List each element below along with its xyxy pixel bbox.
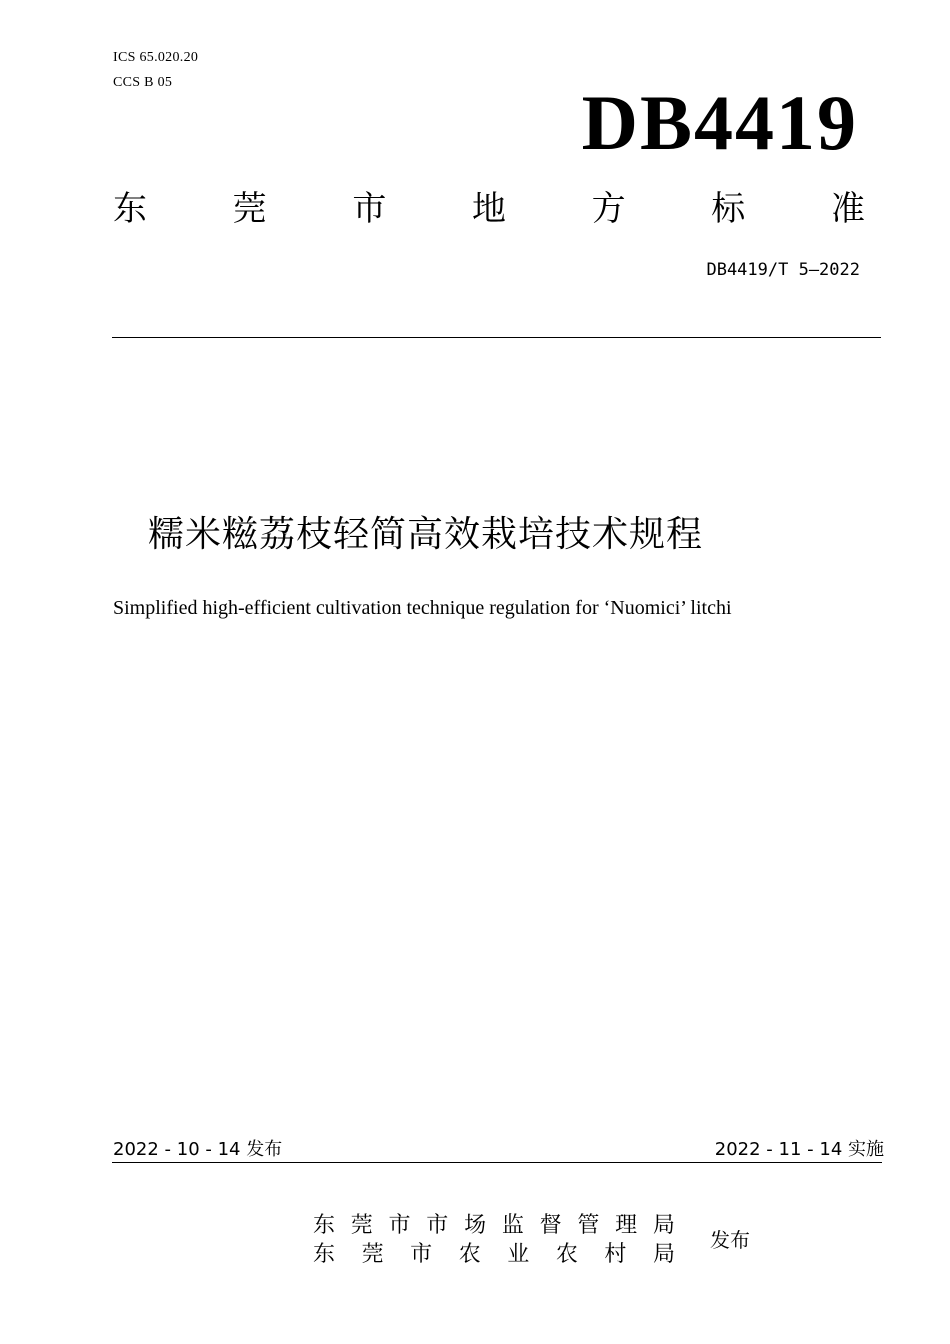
ccs-code: CCS B 05	[113, 75, 173, 90]
issuer-char: 督	[539, 1213, 562, 1238]
issuer-char: 局	[652, 1213, 675, 1238]
issuer-char: 村	[604, 1242, 627, 1267]
publish-date: 2022 - 10 - 14 发布	[113, 1139, 283, 1160]
standard-type-char: 方	[591, 189, 626, 229]
standard-type-char: 地	[471, 189, 506, 229]
issuer-char: 理	[615, 1213, 638, 1238]
issuer-char: 莞	[350, 1213, 373, 1238]
document-title-chinese: 糯米糍荔枝轻简高效栽培技术规程	[148, 514, 704, 555]
issuer-char: 监	[501, 1213, 524, 1238]
standard-type-char: 准	[830, 189, 865, 229]
issuer-char: 农	[555, 1242, 578, 1267]
standard-number: DB4419/T 5—2022	[706, 260, 860, 280]
issuer-char: 莞	[361, 1242, 384, 1267]
standard-type-char: 标	[711, 189, 746, 229]
standard-type-heading	[113, 186, 865, 232]
document-title-english: Simplified high-efficient cultivation technique regulation for ‘Nuomici’ litchi	[113, 597, 732, 619]
issuer-char: 市	[426, 1213, 449, 1238]
issuer-char: 市	[410, 1242, 433, 1267]
header-divider	[112, 337, 881, 338]
issuer-char: 局	[652, 1242, 675, 1267]
issuer-char: 东	[313, 1213, 336, 1238]
issuer-char: 农	[458, 1242, 481, 1267]
standard-type-char: 市	[352, 189, 387, 229]
issuer-char: 业	[507, 1242, 530, 1267]
ics-code: ICS 65.020.20	[113, 50, 199, 65]
issuer-market-supervision	[313, 1212, 675, 1240]
standard-type-char: 莞	[232, 189, 267, 229]
standard-type-char: 东	[113, 189, 147, 229]
issuer-agriculture-bureau	[313, 1241, 675, 1269]
implement-date: 2022 - 11 - 14 实施	[714, 1139, 884, 1160]
publish-label: 发布	[710, 1228, 750, 1252]
issuer-char: 场	[464, 1213, 487, 1238]
issuer-char: 市	[388, 1213, 411, 1238]
issuer-char: 东	[313, 1242, 336, 1267]
db-code-heading: DB4419	[581, 79, 858, 166]
footer-divider	[112, 1162, 882, 1163]
issuer-char: 管	[577, 1213, 600, 1238]
